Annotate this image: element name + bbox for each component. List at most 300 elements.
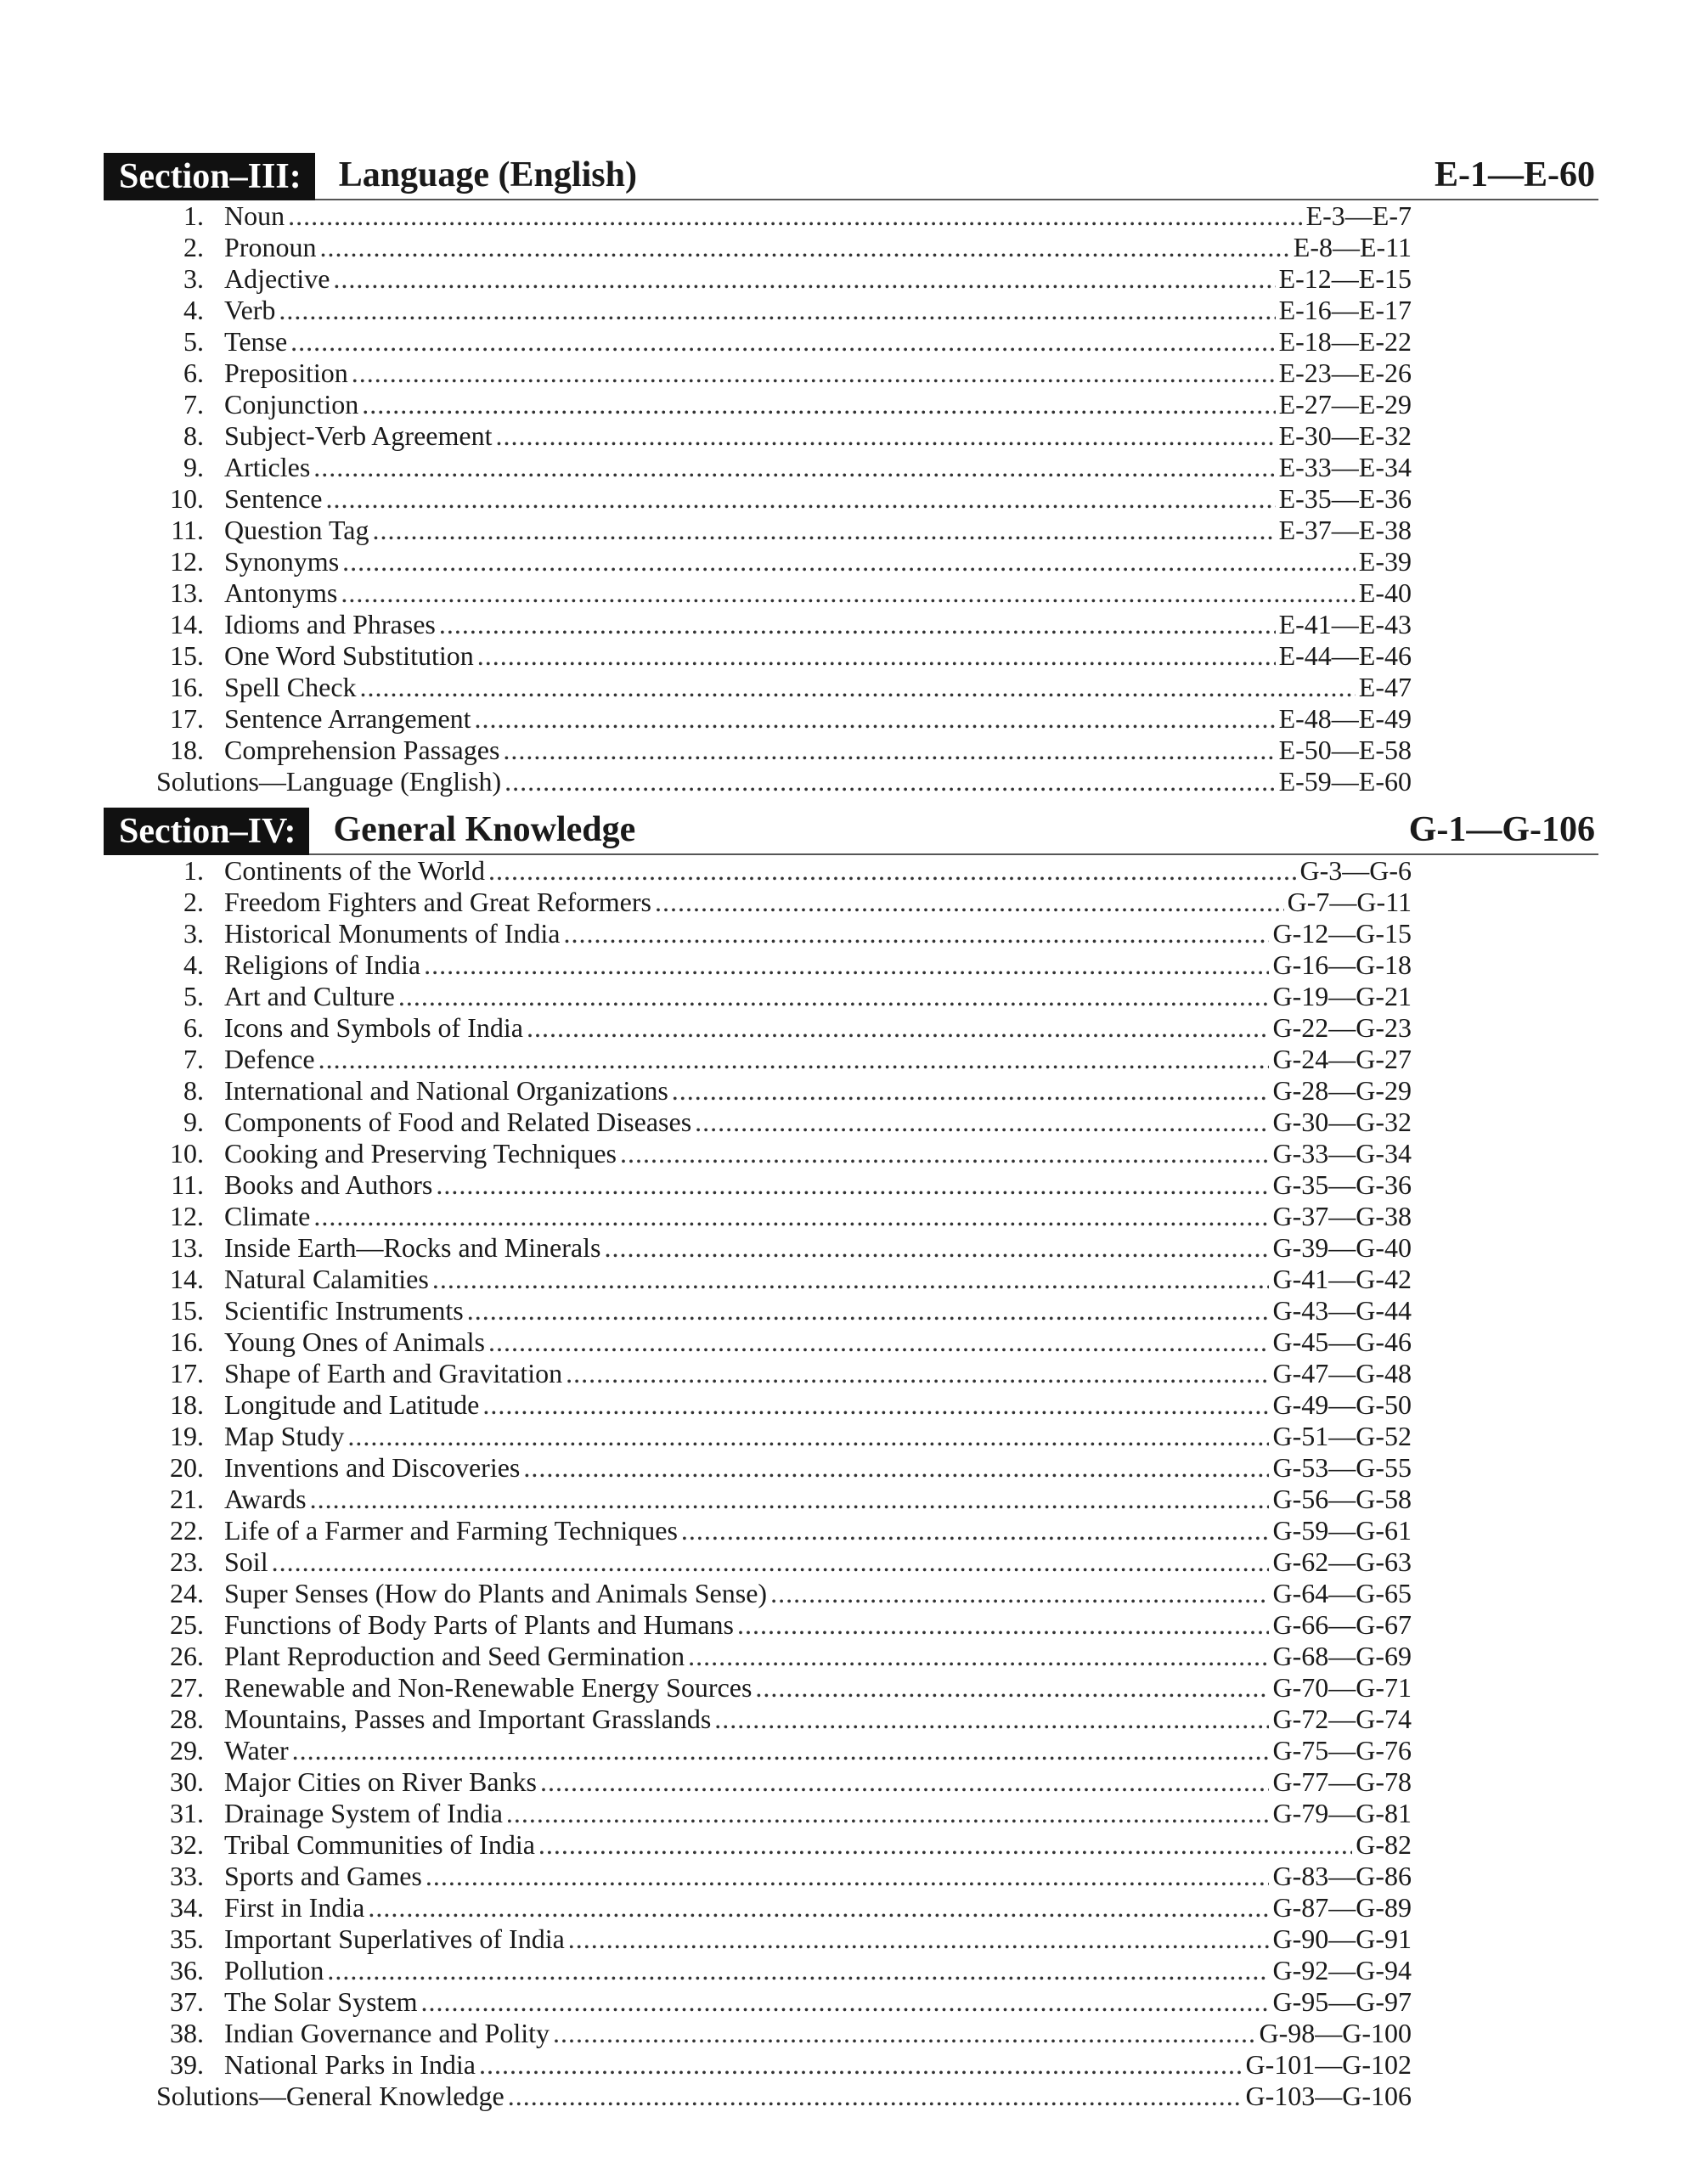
toc-entry	[104, 1012, 1412, 1044]
toc-entry	[104, 1075, 1412, 1107]
entry-number: 21.	[170, 1484, 204, 1514]
dot-leader	[714, 1704, 1269, 1735]
dot-leader	[553, 2018, 1255, 2049]
section-general-knowledge	[104, 803, 1598, 2112]
entry-title: Icons and Symbols of India	[224, 1012, 523, 1043]
entry-pages: E-30—E-32	[1278, 420, 1412, 451]
entry-number: 35.	[170, 1923, 204, 1954]
toc-entry	[104, 1107, 1412, 1138]
dot-leader	[681, 1515, 1270, 1546]
entry-number: 1.	[183, 200, 204, 231]
entry-number: 20.	[170, 1452, 204, 1483]
entry-pages: G-56—G-58	[1272, 1484, 1412, 1514]
entry-pages: E-47	[1358, 672, 1412, 702]
entry-title: Map Study	[224, 1421, 345, 1451]
entry-number: 7.	[183, 389, 204, 420]
toc-entry	[104, 1484, 1412, 1515]
toc-entry	[104, 1232, 1412, 1264]
dot-leader	[477, 640, 1276, 672]
dot-leader	[272, 1546, 1270, 1578]
toc-entry	[104, 981, 1412, 1012]
toc-entry	[104, 1986, 1412, 2018]
entry-pages: G-3—G-6	[1299, 855, 1412, 886]
entry-number: 11.	[171, 1169, 204, 1200]
toc-entry	[104, 1201, 1412, 1232]
toc-entry	[104, 1704, 1412, 1735]
toc-entry	[104, 1169, 1412, 1201]
entry-title: Pronoun	[224, 232, 317, 262]
entry-number: 16.	[170, 1326, 204, 1357]
dot-leader	[318, 1044, 1270, 1075]
entry-title: Religions of India	[224, 949, 421, 980]
entry-title: Pollution	[224, 1955, 324, 1985]
entry-pages: E-12—E-15	[1278, 263, 1412, 294]
entry-number: 10.	[170, 1138, 204, 1169]
toc-entry	[104, 1515, 1412, 1546]
dot-leader	[482, 1389, 1269, 1421]
entry-title: Scientific Instruments	[224, 1295, 464, 1326]
dot-leader	[362, 389, 1275, 420]
entry-title: Inside Earth—Rocks and Minerals	[224, 1232, 601, 1263]
entry-title: Articles	[224, 452, 311, 482]
entry-pages: E-33—E-34	[1278, 452, 1412, 482]
entry-title: Noun	[224, 200, 285, 231]
entry-pages: E-41—E-43	[1278, 609, 1412, 639]
toc-entry	[104, 263, 1412, 295]
toc-entry	[104, 1609, 1412, 1641]
entry-title: Tense	[224, 326, 288, 357]
entry-number: 18.	[170, 735, 204, 765]
entry-number: 12.	[170, 1201, 204, 1231]
entry-pages: G-7—G-11	[1287, 887, 1412, 917]
toc-entry	[104, 1892, 1412, 1923]
toc-entry	[104, 1923, 1412, 1955]
entry-title: First in India	[224, 1892, 365, 1923]
entry-pages: E-48—E-49	[1278, 703, 1412, 734]
entry-pages: E-16—E-17	[1278, 295, 1412, 325]
dot-leader	[290, 326, 1275, 358]
entry-number: 2.	[183, 887, 204, 917]
entry-title: Young Ones of Animals	[224, 1326, 485, 1357]
entry-pages: G-28—G-29	[1272, 1075, 1412, 1106]
entry-title: Longitude and Latitude	[224, 1389, 480, 1420]
entry-pages: E-40	[1358, 577, 1412, 608]
dot-leader	[506, 1798, 1270, 1829]
entry-pages: G-33—G-34	[1272, 1138, 1412, 1169]
entry-title: Plant Reproduction and Seed Germination	[224, 1641, 685, 1671]
toc-entry	[104, 1326, 1412, 1358]
toc-entry	[104, 1829, 1412, 1861]
entry-pages: G-98—G-100	[1259, 2018, 1412, 2048]
toc-list	[104, 855, 1598, 2112]
entry-title: Books and Authors	[224, 1169, 433, 1200]
toc-entry	[104, 483, 1412, 515]
entry-title: Tribal Communities of India	[224, 1829, 535, 1860]
entry-title: Mountains, Passes and Important Grasslands	[224, 1704, 712, 1734]
dot-leader	[436, 1169, 1269, 1201]
toc-entry	[104, 515, 1412, 546]
entry-pages: G-79—G-81	[1272, 1798, 1412, 1828]
entry-pages: E-50—E-58	[1278, 735, 1412, 765]
entry-pages: G-75—G-76	[1272, 1735, 1412, 1766]
entry-number: 18.	[170, 1389, 204, 1420]
entry-pages: E-8—E-11	[1293, 232, 1412, 262]
dot-leader	[655, 887, 1284, 918]
toc-entry	[104, 1421, 1412, 1452]
entry-pages: G-45—G-46	[1272, 1326, 1412, 1357]
entry-title: Water	[224, 1735, 289, 1766]
entry-title: Renewable and Non-Renewable Energy Sources	[224, 1672, 753, 1703]
toc-entry	[104, 1735, 1412, 1766]
entry-title: Super Senses (How do Plants and Animals Sense)	[224, 1578, 768, 1608]
toc-entry	[104, 1672, 1412, 1704]
entry-pages: G-82	[1356, 1829, 1412, 1860]
entry-pages: G-51—G-52	[1272, 1421, 1412, 1451]
toc-entry	[104, 887, 1412, 918]
dot-leader	[495, 420, 1275, 452]
toc-entry	[104, 546, 1412, 577]
entry-number: 9.	[183, 1107, 204, 1137]
dot-leader	[421, 1986, 1270, 2018]
entry-pages: G-95—G-97	[1272, 1986, 1412, 2017]
toc-entry	[104, 1264, 1412, 1295]
entry-title: Major Cities on River Banks	[224, 1766, 537, 1797]
entry-number: 31.	[170, 1798, 204, 1828]
entry-number: 24.	[170, 1578, 204, 1608]
entry-title: Conjunction	[224, 389, 359, 420]
entry-pages: E-3—E-7	[1305, 200, 1412, 231]
entry-number: 23.	[170, 1546, 204, 1577]
entry-title: Awards	[224, 1484, 307, 1514]
toc-entry	[104, 1452, 1412, 1484]
toc-entry	[104, 1546, 1412, 1578]
toc-entry	[104, 1861, 1412, 1892]
entry-title: Comprehension Passages	[224, 735, 500, 765]
toc-entry	[104, 2049, 1412, 2081]
entry-pages: G-16—G-18	[1272, 949, 1412, 980]
section-title: Language (English)	[338, 155, 637, 194]
dot-leader	[310, 1484, 1270, 1515]
entry-title: Idioms and Phrases	[224, 609, 436, 639]
entry-number: 19.	[170, 1421, 204, 1451]
dot-leader	[313, 1201, 1269, 1232]
entry-number: 2.	[183, 232, 204, 262]
entry-number: 6.	[183, 358, 204, 388]
dot-leader	[467, 1295, 1270, 1326]
toc-entry	[104, 452, 1412, 483]
entry-number: 17.	[170, 703, 204, 734]
dot-leader	[398, 981, 1270, 1012]
toc-entry	[104, 1578, 1412, 1609]
entry-number: 14.	[170, 1264, 204, 1294]
entry-number: 28.	[170, 1704, 204, 1734]
entry-title: Functions of Body Parts of Plants and Humans	[224, 1609, 734, 1640]
entry-number: 4.	[183, 295, 204, 325]
dot-leader	[508, 2081, 1243, 2112]
entry-title: One Word Substitution	[224, 640, 474, 671]
toc-entry	[104, 577, 1412, 609]
toc-entry	[104, 358, 1412, 389]
entry-number: 13.	[170, 1232, 204, 1263]
toc-entry	[104, 1955, 1412, 1986]
section-language-english	[104, 148, 1598, 797]
dot-leader	[695, 1107, 1269, 1138]
dot-leader	[368, 1892, 1269, 1923]
entry-title: Historical Monuments of India	[224, 918, 561, 949]
entry-title: Components of Food and Related Diseases	[224, 1107, 692, 1137]
dot-leader	[604, 1232, 1269, 1264]
entry-number: 3.	[183, 263, 204, 294]
entry-title: Sports and Games	[224, 1861, 422, 1891]
dot-leader	[527, 1012, 1270, 1044]
entry-pages: G-39—G-40	[1272, 1232, 1412, 1263]
entry-title: Sentence	[224, 483, 323, 514]
entry-number: 22.	[170, 1515, 204, 1546]
entry-number: 15.	[170, 640, 204, 671]
toc-entry	[104, 949, 1412, 981]
dot-leader	[620, 1138, 1269, 1169]
toc-entry	[104, 640, 1412, 672]
entry-number: 26.	[170, 1641, 204, 1671]
entry-number: 9.	[183, 452, 204, 482]
entry-title: Cooking and Preserving Techniques	[224, 1138, 617, 1169]
entry-pages: E-44—E-46	[1278, 640, 1412, 671]
dot-leader	[439, 609, 1276, 640]
toc-entry	[104, 1044, 1412, 1075]
entry-title: International and National Organizations	[224, 1075, 668, 1106]
entry-title: Important Superlatives of India	[224, 1923, 565, 1954]
entry-pages: E-23—E-26	[1278, 358, 1412, 388]
dot-leader	[352, 358, 1276, 389]
dot-leader	[503, 735, 1275, 766]
entry-number: 8.	[183, 420, 204, 451]
entry-title: Preposition	[224, 358, 348, 388]
entry-title: Continents of the World	[224, 855, 486, 886]
section-page-range: E-1—E-60	[1435, 155, 1595, 194]
entry-title: Verb	[224, 295, 276, 325]
dot-leader	[424, 949, 1269, 981]
entry-title: Inventions and Discoveries	[224, 1452, 521, 1483]
dot-leader	[538, 1829, 1352, 1861]
entry-pages: G-66—G-67	[1272, 1609, 1412, 1640]
dot-leader	[342, 546, 1356, 577]
dot-leader	[326, 483, 1276, 515]
entry-title: Soil	[224, 1546, 268, 1577]
toc-entry	[104, 918, 1412, 949]
section-title: General Knowledge	[333, 810, 636, 849]
entry-number: 10.	[170, 483, 204, 514]
toc-entry	[104, 389, 1412, 420]
dot-leader	[327, 1955, 1269, 1986]
dot-leader	[319, 232, 1289, 263]
toc-entry	[104, 609, 1412, 640]
entry-number: 32.	[170, 1829, 204, 1860]
toc-entry	[104, 1389, 1412, 1421]
dot-leader	[505, 766, 1275, 797]
dot-leader	[688, 1641, 1269, 1672]
solutions-title: Solutions—General Knowledge	[156, 2081, 505, 2111]
entry-pages: G-30—G-32	[1272, 1107, 1412, 1137]
entry-pages: G-62—G-63	[1272, 1546, 1412, 1577]
dot-leader	[341, 577, 1355, 609]
entry-number: 30.	[170, 1766, 204, 1797]
entry-number: 4.	[183, 949, 204, 980]
dot-leader	[475, 703, 1276, 735]
entry-pages: G-70—G-71	[1272, 1672, 1412, 1703]
entry-pages: G-35—G-36	[1272, 1169, 1412, 1200]
entry-number: 13.	[170, 577, 204, 608]
entry-pages: G-24—G-27	[1272, 1044, 1412, 1074]
entry-number: 39.	[170, 2049, 204, 2080]
toc-entry	[104, 1358, 1412, 1389]
entry-number: 37.	[170, 1986, 204, 2017]
dot-leader	[360, 672, 1356, 703]
toc-entry	[104, 672, 1412, 703]
entry-number: 27.	[170, 1672, 204, 1703]
entry-number: 6.	[183, 1012, 204, 1043]
dot-leader	[566, 1358, 1269, 1389]
dot-leader	[540, 1766, 1270, 1798]
entry-number: 12.	[170, 546, 204, 577]
entry-pages: E-39	[1358, 546, 1412, 577]
section-tag: Section–IV:	[104, 808, 309, 855]
entry-number: 36.	[170, 1955, 204, 1985]
dot-leader	[672, 1075, 1270, 1107]
entry-title: Life of a Farmer and Farming Techniques	[224, 1515, 678, 1546]
dot-leader	[347, 1421, 1269, 1452]
entry-pages: E-18—E-22	[1278, 326, 1412, 357]
entry-number: 14.	[170, 609, 204, 639]
entry-number: 34.	[170, 1892, 204, 1923]
entry-number: 38.	[170, 2018, 204, 2048]
entry-number: 1.	[183, 855, 204, 886]
entry-pages: G-12—G-15	[1272, 918, 1412, 949]
entry-number: 3.	[183, 918, 204, 949]
entry-title: Defence	[224, 1044, 315, 1074]
toc-list	[104, 200, 1598, 797]
entry-title: Freedom Fighters and Great Reformers	[224, 887, 651, 917]
entry-title: Question Tag	[224, 515, 369, 545]
entry-pages: G-77—G-78	[1272, 1766, 1412, 1797]
entry-pages: G-53—G-55	[1272, 1452, 1412, 1483]
dot-leader	[523, 1452, 1269, 1484]
entry-title: The Solar System	[224, 1986, 418, 2017]
entry-pages: G-43—G-44	[1272, 1295, 1412, 1326]
solutions-pages: E-59—E-60	[1278, 766, 1412, 797]
entry-pages: G-59—G-61	[1272, 1515, 1412, 1546]
section-header	[104, 803, 1598, 855]
dot-leader	[488, 1326, 1269, 1358]
entry-title: Natural Calamities	[224, 1264, 429, 1294]
entry-number: 11.	[171, 515, 204, 545]
entry-pages: G-90—G-91	[1272, 1923, 1412, 1954]
toc-entry	[104, 232, 1412, 263]
toc-entry	[104, 1798, 1412, 1829]
solutions-title: Solutions—Language (English)	[156, 766, 502, 797]
entry-title: National Parks in India	[224, 2049, 476, 2080]
dot-leader	[372, 515, 1275, 546]
toc-entry	[104, 1766, 1412, 1798]
entry-title: Art and Culture	[224, 981, 395, 1011]
dot-leader	[292, 1735, 1270, 1766]
dot-leader	[568, 1923, 1270, 1955]
toc-entry	[104, 420, 1412, 452]
dot-leader	[479, 2049, 1243, 2081]
entry-pages: E-37—E-38	[1278, 515, 1412, 545]
entry-title: Sentence Arrangement	[224, 703, 471, 734]
toc-solutions-entry	[104, 766, 1412, 797]
entry-number: 5.	[183, 981, 204, 1011]
entry-pages: G-22—G-23	[1272, 1012, 1412, 1043]
entry-title: Spell Check	[224, 672, 357, 702]
entry-pages: G-64—G-65	[1272, 1578, 1412, 1608]
entry-pages: G-83—G-86	[1272, 1861, 1412, 1891]
entry-title: Drainage System of India	[224, 1798, 503, 1828]
dot-leader	[288, 200, 1302, 232]
entry-title: Subject-Verb Agreement	[224, 420, 493, 451]
toc-entry	[104, 326, 1412, 358]
section-page-range: G-1—G-106	[1408, 810, 1595, 849]
entry-number: 8.	[183, 1075, 204, 1106]
toc-solutions-entry	[104, 2081, 1412, 2112]
dot-leader	[279, 295, 1275, 326]
entry-pages: G-101—G-102	[1245, 2049, 1412, 2080]
table-of-contents	[104, 148, 1598, 2117]
section-tag: Section–III:	[104, 153, 315, 200]
toc-entry	[104, 2018, 1412, 2049]
toc-entry	[104, 703, 1412, 735]
toc-entry	[104, 295, 1412, 326]
entry-title: Shape of Earth and Gravitation	[224, 1358, 563, 1388]
toc-entry	[104, 1641, 1412, 1672]
dot-leader	[755, 1672, 1269, 1704]
entry-title: Antonyms	[224, 577, 338, 608]
dot-leader	[313, 452, 1275, 483]
entry-title: Adjective	[224, 263, 330, 294]
entry-pages: G-68—G-69	[1272, 1641, 1412, 1671]
solutions-pages: G-103—G-106	[1245, 2081, 1412, 2111]
entry-pages: G-72—G-74	[1272, 1704, 1412, 1734]
entry-pages: G-41—G-42	[1272, 1264, 1412, 1294]
entry-title: Synonyms	[224, 546, 340, 577]
dot-leader	[333, 263, 1275, 295]
toc-entry	[104, 855, 1412, 887]
entry-number: 17.	[170, 1358, 204, 1388]
entry-pages: G-37—G-38	[1272, 1201, 1412, 1231]
entry-number: 29.	[170, 1735, 204, 1766]
entry-pages: G-87—G-89	[1272, 1892, 1412, 1923]
dot-leader	[737, 1609, 1269, 1641]
toc-entry	[104, 1295, 1412, 1326]
entry-pages: G-92—G-94	[1272, 1955, 1412, 1985]
toc-entry	[104, 200, 1412, 232]
section-header	[104, 148, 1598, 200]
entry-number: 33.	[170, 1861, 204, 1891]
entry-pages: E-35—E-36	[1278, 483, 1412, 514]
entry-pages: G-49—G-50	[1272, 1389, 1412, 1420]
entry-number: 25.	[170, 1609, 204, 1640]
entry-pages: G-19—G-21	[1272, 981, 1412, 1011]
entry-pages: E-27—E-29	[1278, 389, 1412, 420]
entry-number: 5.	[183, 326, 204, 357]
entry-number: 15.	[170, 1295, 204, 1326]
toc-entry	[104, 1138, 1412, 1169]
entry-pages: G-47—G-48	[1272, 1358, 1412, 1388]
toc-entry	[104, 735, 1412, 766]
dot-leader	[563, 918, 1269, 949]
dot-leader	[770, 1578, 1269, 1609]
entry-title: Climate	[224, 1201, 311, 1231]
